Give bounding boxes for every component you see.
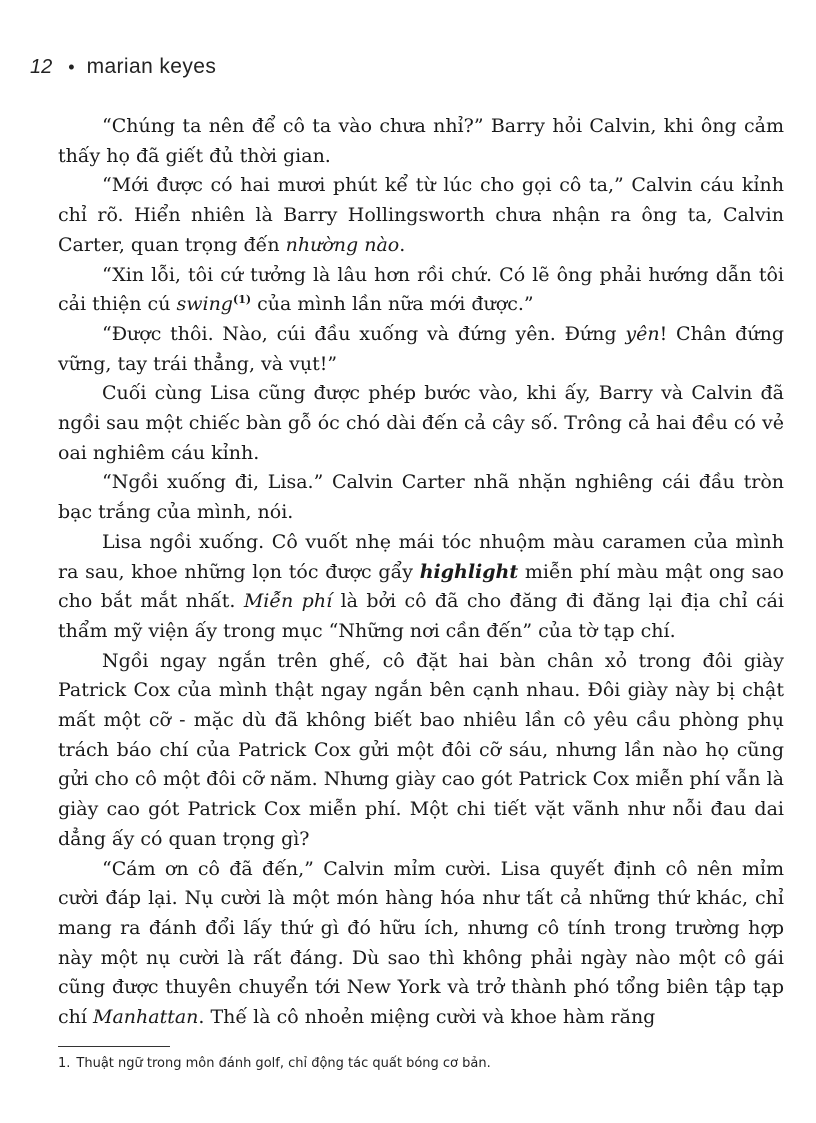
emphasis-text: swing xyxy=(176,293,233,316)
emphasis-text: Manhattan xyxy=(93,1006,199,1029)
emphasis-text: nhường nào xyxy=(285,233,400,256)
footnote-divider xyxy=(58,1046,170,1047)
paragraph: “Chúng ta nên để cô ta vào chưa nhỉ?” Barry hỏi Calvin, khi ông cảm thấy họ đã giết đủ thời gian. xyxy=(58,115,784,167)
paragraph: “Ngồi xuống đi, Lisa.” Calvin Carter nhã nhặn nghiêng cái đầu tròn bạc trắng của mình, nói. xyxy=(58,471,784,524)
paragraph: Ngồi ngay ngắn trên ghế, cô đặt hai bàn chân xỏ trong đôi giày Patrick Cox của mình thật ngay ngắn bên cạnh nhau. Đôi giày này bị chật mất một cỡ - mặc dù đã không biết bao nhiêu lần cô yêu cầu phòng phụ trách báo chí của Patrick Cox gửi một đôi cỡ sáu, nhưng lần nào họ cũng gửi cho cô một đôi cỡ năm. Nhưng giày cao gót Patrick Cox miễn phí vẫn là giày cao gót Patrick Cox miễn phí. Một chi tiết vặt vãnh như nỗi đau dai dẳng ấy có quan trọng gì? xyxy=(58,649,784,850)
footnote-number: 1. xyxy=(58,1056,71,1071)
emphasis-text: yên xyxy=(625,322,660,345)
emphasis-text: highlight xyxy=(419,560,519,583)
paragraph: “Được thôi. Nào, cúi đầu xuống và đứng yên. Đứng yên! Chân đứng vững, tay trái thẳng, và vụt!” xyxy=(58,322,784,375)
body-text xyxy=(58,112,784,1033)
paragraph: “Mới được có hai mươi phút kể từ lúc cho gọi cô ta,” Calvin cáu kỉnh chỉ rõ. Hiển nhiên là Barry Hollingsworth chưa nhận ra ông ta, Calvin Carter, quan trọng đến nhường nào. xyxy=(58,174,784,256)
emphasis-text: Miễn phí xyxy=(243,590,333,613)
paragraph: “Cám ơn cô đã đến,” Calvin mỉm cười. Lisa quyết định cô nên mỉm cười đáp lại. Nụ cười là một món hàng hóa như tất cả những thứ khác, chỉ mang ra đánh đổi lấy thứ gì đó hữu ích, nhưng cô tính trong trường hợp này một nụ cười là rất đáng. Dù sao thì không phải ngày nào một cô gái cũng được thuyên chuyển tới New York và trở thành phó tổng biên tập tạp chí Manhattan. Thế là cô nhoẻn miệng cười và khoe hàm răng xyxy=(58,857,784,1029)
paragraph: Cuối cùng Lisa cũng được phép bước vào, khi ấy, Barry và Calvin đã ngồi sau một chiếc bàn gỗ óc chó dài đến cả cây số. Trông cả hai đều có vẻ oai nghiêm cáu kỉnh. xyxy=(58,382,784,464)
page-number: 12 xyxy=(30,55,53,78)
running-head xyxy=(30,55,216,79)
paragraph: Lisa ngồi xuống. Cô vuốt nhẹ mái tóc nhuộm màu caramen của mình ra sau, khoe những lọn tóc được gẩy highlight miễn phí màu mật ong sao cho bắt mắt nhất. Miễn phí là bởi cô đã cho đăng đi đăng lại địa chỉ cái thẩm mỹ viện ấy trong mục “Những nơi cần đến” của tờ tạp chí. xyxy=(58,530,785,642)
footnote-text: Thuật ngữ trong môn đánh golf, chỉ động tác quất bóng cơ bản. xyxy=(76,1056,491,1071)
footnote xyxy=(58,1056,784,1071)
author-name: marian keyes xyxy=(86,55,217,78)
footnote-marker: (1) xyxy=(232,293,252,307)
header-separator-bullet: • xyxy=(68,56,75,77)
paragraph: “Xin lỗi, tôi cứ tưởng là lâu hơn rồi chứ. Có lẽ ông phải hướng dẫn tôi cải thiện cú swing$^{(1)}$ của mình lần nữa mới được.” xyxy=(58,263,784,316)
